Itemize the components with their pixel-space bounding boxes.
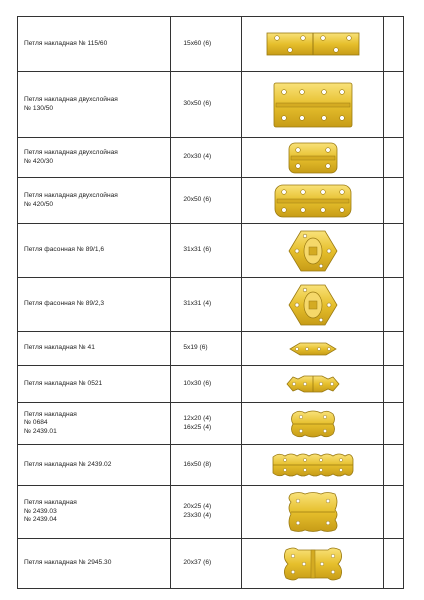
product-size-cell: 20х25 (4) 23х30 (4) bbox=[171, 486, 242, 539]
product-size-cell: 30х50 (6) bbox=[171, 72, 242, 138]
product-size-cell: 10х30 (6) bbox=[171, 366, 242, 403]
product-name-cell: Петля фасонная № 89/1,6 bbox=[18, 224, 171, 278]
table-row bbox=[18, 539, 404, 589]
product-image-cell bbox=[242, 138, 383, 178]
table-row bbox=[18, 332, 404, 366]
empty-cell bbox=[383, 17, 403, 72]
product-name-cell: Петля накладная № 2439.03 № 2439.04 bbox=[18, 486, 171, 539]
product-size-cell: 20х50 (6) bbox=[171, 178, 242, 224]
empty-cell bbox=[383, 138, 403, 178]
empty-cell bbox=[383, 278, 403, 332]
empty-cell bbox=[383, 445, 403, 486]
product-name-cell: Петля накладная № 2945.30 bbox=[18, 539, 171, 589]
product-size-cell: 20х37 (6) bbox=[171, 539, 242, 589]
table-row bbox=[18, 138, 404, 178]
table-row bbox=[18, 445, 404, 486]
empty-cell bbox=[383, 72, 403, 138]
empty-cell bbox=[383, 178, 403, 224]
table-row bbox=[18, 486, 404, 539]
product-image-cell bbox=[242, 403, 383, 445]
product-size-cell: 15х60 (6) bbox=[171, 17, 242, 72]
empty-cell bbox=[383, 332, 403, 366]
product-size-cell: 16х50 (8) bbox=[171, 445, 242, 486]
double-layer-hinge-icon bbox=[272, 81, 354, 129]
product-name-cell: Петля накладная № 0684 № 2439.01 bbox=[18, 403, 171, 445]
product-name-cell: Петля накладная № 115/60 bbox=[18, 17, 171, 72]
table-row bbox=[18, 17, 404, 72]
table-row bbox=[18, 224, 404, 278]
wavy-hinge-icon bbox=[285, 490, 341, 534]
product-image-cell bbox=[242, 445, 383, 486]
table-row bbox=[18, 178, 404, 224]
mini-hinge-icon bbox=[286, 341, 340, 357]
hinge-catalog-table bbox=[17, 16, 404, 589]
product-name-cell: Петля фасонная № 89/2,3 bbox=[18, 278, 171, 332]
product-image-cell bbox=[242, 224, 383, 278]
table-row bbox=[18, 366, 404, 403]
product-name-cell: Петля накладная № 41 bbox=[18, 332, 171, 366]
product-size-cell: 31х31 (6) bbox=[171, 224, 242, 278]
product-name-cell: Петля накладная двухслойная № 420/30 bbox=[18, 138, 171, 178]
product-image-cell bbox=[242, 17, 383, 72]
wide-scalloped-hinge-icon bbox=[270, 451, 356, 479]
product-image-cell bbox=[242, 539, 383, 589]
product-size-cell: 12х20 (4) 16х25 (4) bbox=[171, 403, 242, 445]
product-image-cell bbox=[242, 486, 383, 539]
scalloped-hinge-icon bbox=[289, 408, 337, 440]
shaped-hinge-icon bbox=[285, 227, 341, 275]
product-image-cell bbox=[242, 332, 383, 366]
empty-cell bbox=[383, 403, 403, 445]
empty-cell bbox=[383, 539, 403, 589]
product-name-cell: Петля накладная № 0521 bbox=[18, 366, 171, 403]
product-image-cell bbox=[242, 366, 383, 403]
table-row bbox=[18, 72, 404, 138]
product-size-cell: 31х31 (4) bbox=[171, 278, 242, 332]
rounded-double-hinge-icon bbox=[273, 183, 353, 219]
small-double-hinge-icon bbox=[287, 141, 339, 175]
product-image-cell bbox=[242, 72, 383, 138]
table-row bbox=[18, 278, 404, 332]
product-size-cell: 5х19 (6) bbox=[171, 332, 242, 366]
ornate-hinge-icon bbox=[280, 544, 346, 584]
product-image-cell bbox=[242, 278, 383, 332]
empty-cell bbox=[383, 224, 403, 278]
empty-cell bbox=[383, 486, 403, 539]
table-row bbox=[18, 403, 404, 445]
empty-cell bbox=[383, 366, 403, 403]
product-name-cell: Петля накладная двухслойная № 130/50 bbox=[18, 72, 171, 138]
product-name-cell: Петля накладная двухслойная № 420/50 bbox=[18, 178, 171, 224]
product-size-cell: 20х30 (4) bbox=[171, 138, 242, 178]
product-name-cell: Петля накладная № 2439.02 bbox=[18, 445, 171, 486]
shaped-hinge-icon bbox=[285, 281, 341, 329]
decorative-hinge-icon bbox=[284, 373, 342, 395]
long-flat-hinge-icon bbox=[265, 31, 361, 57]
product-image-cell bbox=[242, 178, 383, 224]
